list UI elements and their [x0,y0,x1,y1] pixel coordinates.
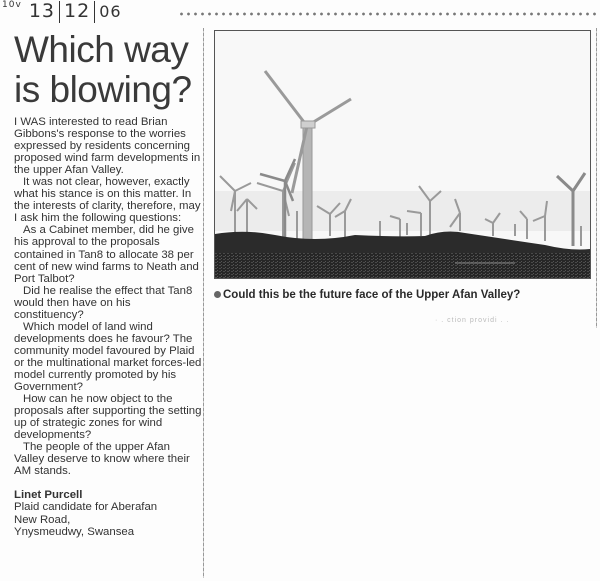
paragraph: How can he now object to the proposals after supporting the setting up of strategic zones for wind developments? [14,393,202,442]
headline-line-2: is blowing? [14,69,192,110]
article-body [14,116,202,538]
paragraph: It was not clear, however, exactly what his stance is on this matter. In the interests of clarity, therefore, may I ask him the following questions: [14,176,201,225]
date-year: 06 [99,2,122,21]
article-headline [14,30,204,110]
handwritten-date [2,0,122,23]
wind-turbines-image [215,31,590,278]
wind-farm-photo [214,30,591,279]
paragraph: As a Cabinet member, did he give his approval to the proposals contained in Tan8 to allocate 38 per cent of new wind farms to Neath and Port Talbot? [14,224,199,285]
author-name: Linet Purcell [14,489,83,502]
bullet-icon [214,291,221,298]
date-day: 13 [28,0,56,22]
dotted-divider [178,12,598,16]
signature-block [14,489,202,537]
paragraph: The people of the upper Afan Valley deserve to know where their AM stands. [14,441,190,478]
paragraph: I WAS interested to read Brian Gibbons's response to the worries expressed by residents concerning proposed wind farm developments in the upper Afan Valley. [14,116,201,177]
caption-text: Could this be the future face of the Upper Afan Valley? [223,289,521,301]
author-address-1: New Road, [14,513,71,526]
author-address-2: Ynysmeudwy, Swansea [14,525,135,538]
date-prefix: 10 [2,0,16,10]
date-month: 12 [64,0,91,22]
faint-bleed-text: · . ction providi . . [435,317,510,324]
column-divider [203,28,204,578]
paragraph: Which model of land wind developments does he favour? The community model favoured by Plaid or the multinational market forces-led model currently promoted by his Government? [14,320,202,394]
column-divider-right [596,28,597,328]
photo-caption [214,289,594,301]
author-title: Plaid candidate for Aberafan [14,501,158,514]
headline-line-1: Which way [14,29,189,70]
date-mark: v [15,0,22,10]
paragraph: Did he realise the effect that Tan8 would then have on his constituency? [14,284,193,321]
